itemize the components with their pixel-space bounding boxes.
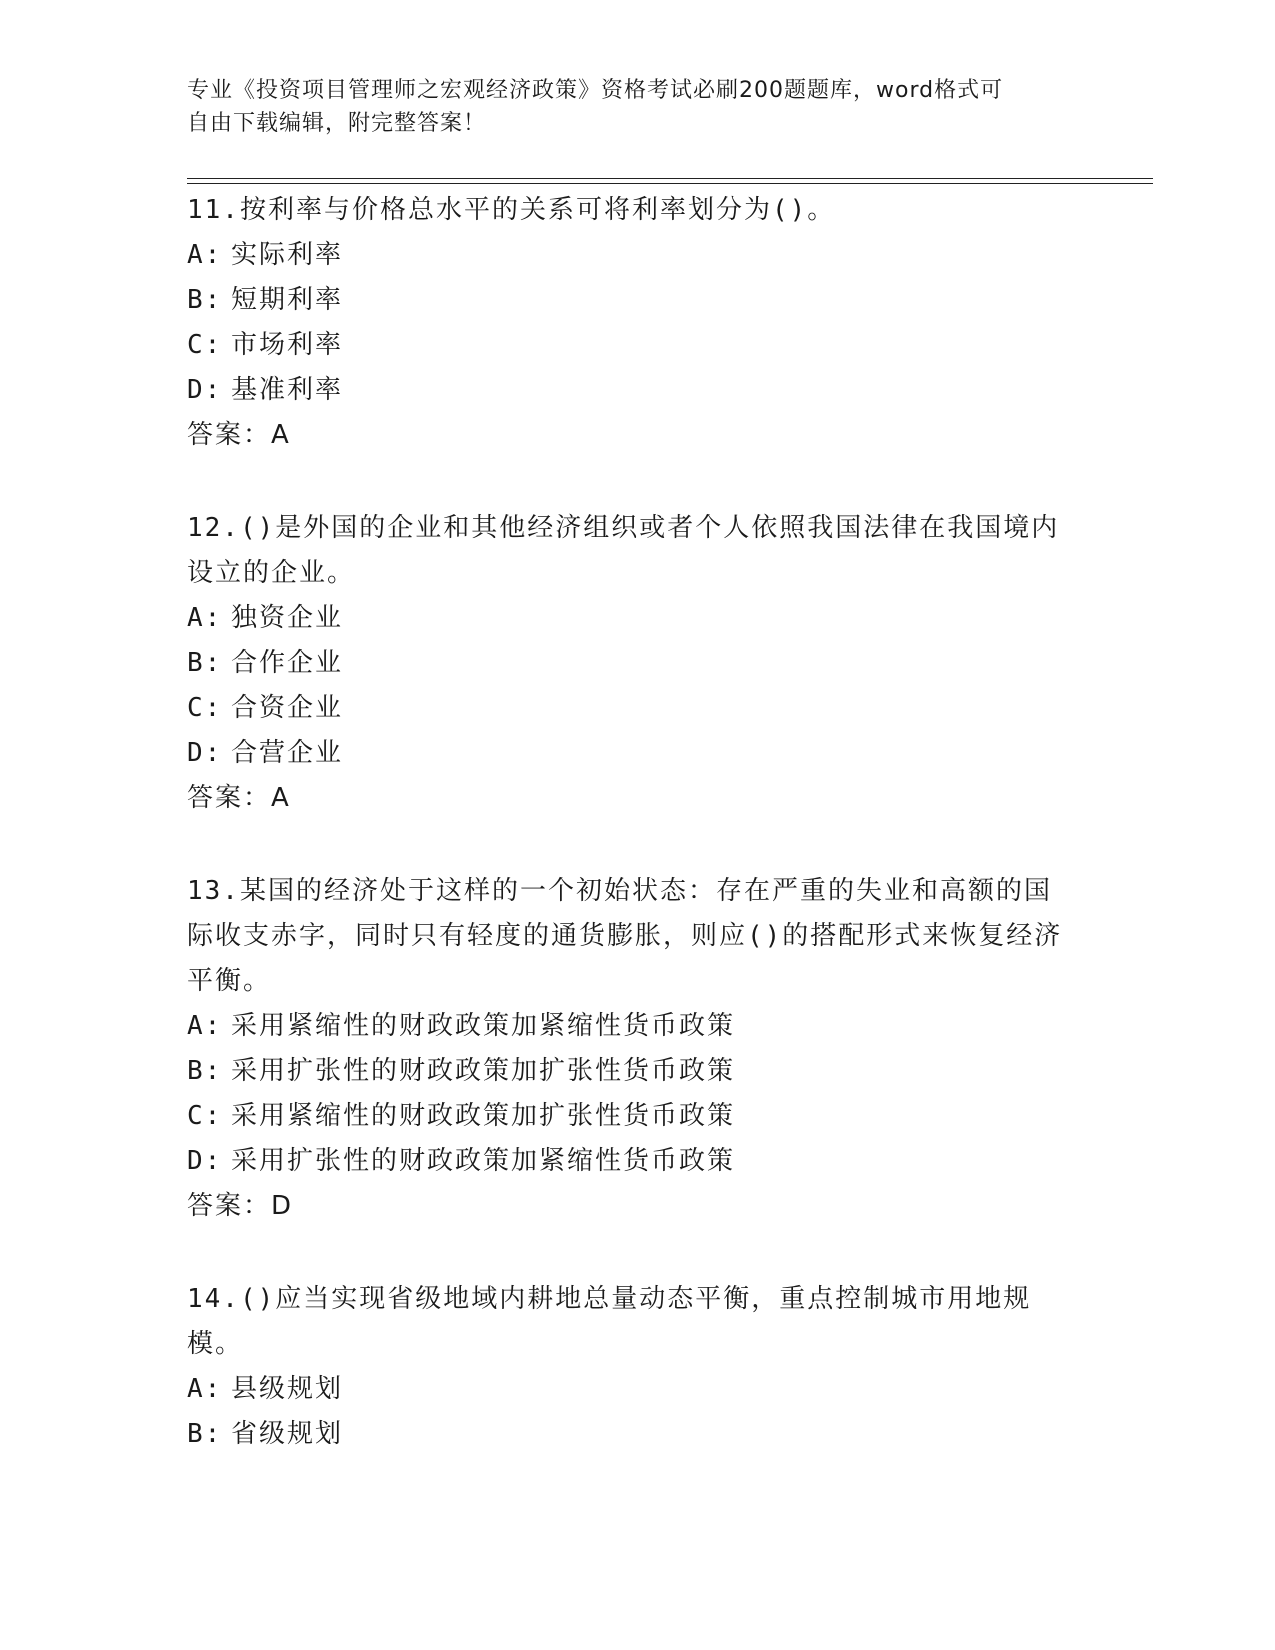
question-12	[187, 506, 1087, 821]
option-a	[187, 1367, 1087, 1412]
option-letter: B:	[187, 285, 223, 315]
option-text: 合营企业	[231, 738, 344, 768]
option-d	[187, 1139, 1087, 1184]
option-letter: A:	[187, 240, 223, 270]
option-letter: C:	[187, 693, 223, 723]
answer-line: 答案：A	[187, 783, 291, 813]
option-d	[187, 368, 1087, 413]
option-letter: D:	[187, 1146, 223, 1176]
option-c	[187, 686, 1087, 731]
option-d	[187, 731, 1087, 776]
option-text: 采用扩张性的财政政策加扩张性货币政策	[231, 1056, 736, 1086]
option-letter: A:	[187, 1374, 223, 1404]
question-stem: 13.某国的经济处于这样的一个初始状态：存在严重的失业和高额的国际收支赤字，同时只有轻度的通货膨胀，则应()的搭配形式来恢复经济平衡。	[187, 876, 1063, 996]
option-a	[187, 1004, 1087, 1049]
spacer	[187, 458, 1087, 506]
option-letter: A:	[187, 1011, 223, 1041]
answer-line: 答案：A	[187, 420, 291, 450]
question-13	[187, 869, 1087, 1229]
option-c	[187, 1094, 1087, 1139]
question-stem: 14.()应当实现省级地域内耕地总量动态平衡，重点控制城市用地规模。	[187, 1284, 1032, 1359]
option-b	[187, 1049, 1087, 1094]
option-a	[187, 596, 1087, 641]
header-line-1: 专业《投资项目管理师之宏观经济政策》资格考试必刷200题题库，word格式可	[187, 78, 1004, 103]
answer-line: 答案：D	[187, 1191, 294, 1221]
option-text: 合作企业	[231, 648, 344, 678]
question-stem: 11.按利率与价格总水平的关系可将利率划分为()。	[187, 195, 836, 225]
option-letter: A:	[187, 603, 223, 633]
option-text: 采用紧缩性的财政政策加紧缩性货币政策	[231, 1011, 736, 1041]
option-letter: D:	[187, 738, 223, 768]
option-b	[187, 641, 1087, 686]
option-text: 市场利率	[231, 330, 344, 360]
question-11	[187, 188, 1087, 458]
option-text: 合资企业	[231, 693, 344, 723]
header-line-2: 自由下载编辑，附完整答案！	[187, 111, 487, 136]
option-letter: B:	[187, 1419, 223, 1449]
question-stem: 12.()是外国的企业和其他经济组织或者个人依照我国法律在我国境内设立的企业。	[187, 513, 1060, 588]
option-b	[187, 278, 1087, 323]
question-list	[187, 188, 1087, 1457]
option-a	[187, 233, 1087, 278]
spacer	[187, 1229, 1087, 1277]
option-text: 基准利率	[231, 375, 344, 405]
option-letter: D:	[187, 375, 223, 405]
option-text: 县级规划	[231, 1374, 344, 1404]
document-header	[187, 74, 1067, 140]
option-text: 短期利率	[231, 285, 344, 315]
option-letter: B:	[187, 648, 223, 678]
option-text: 采用紧缩性的财政政策加扩张性货币政策	[231, 1101, 736, 1131]
option-letter: C:	[187, 1101, 223, 1131]
option-letter: C:	[187, 330, 223, 360]
option-text: 实际利率	[231, 240, 344, 270]
option-letter: B:	[187, 1056, 223, 1086]
option-b	[187, 1412, 1087, 1457]
option-text: 独资企业	[231, 603, 344, 633]
spacer	[187, 821, 1087, 869]
header-divider-bottom	[187, 183, 1153, 184]
header-divider-top	[187, 178, 1153, 179]
option-text: 采用扩张性的财政政策加紧缩性货币政策	[231, 1146, 736, 1176]
option-text: 省级规划	[231, 1419, 344, 1449]
question-14	[187, 1277, 1087, 1457]
option-c	[187, 323, 1087, 368]
